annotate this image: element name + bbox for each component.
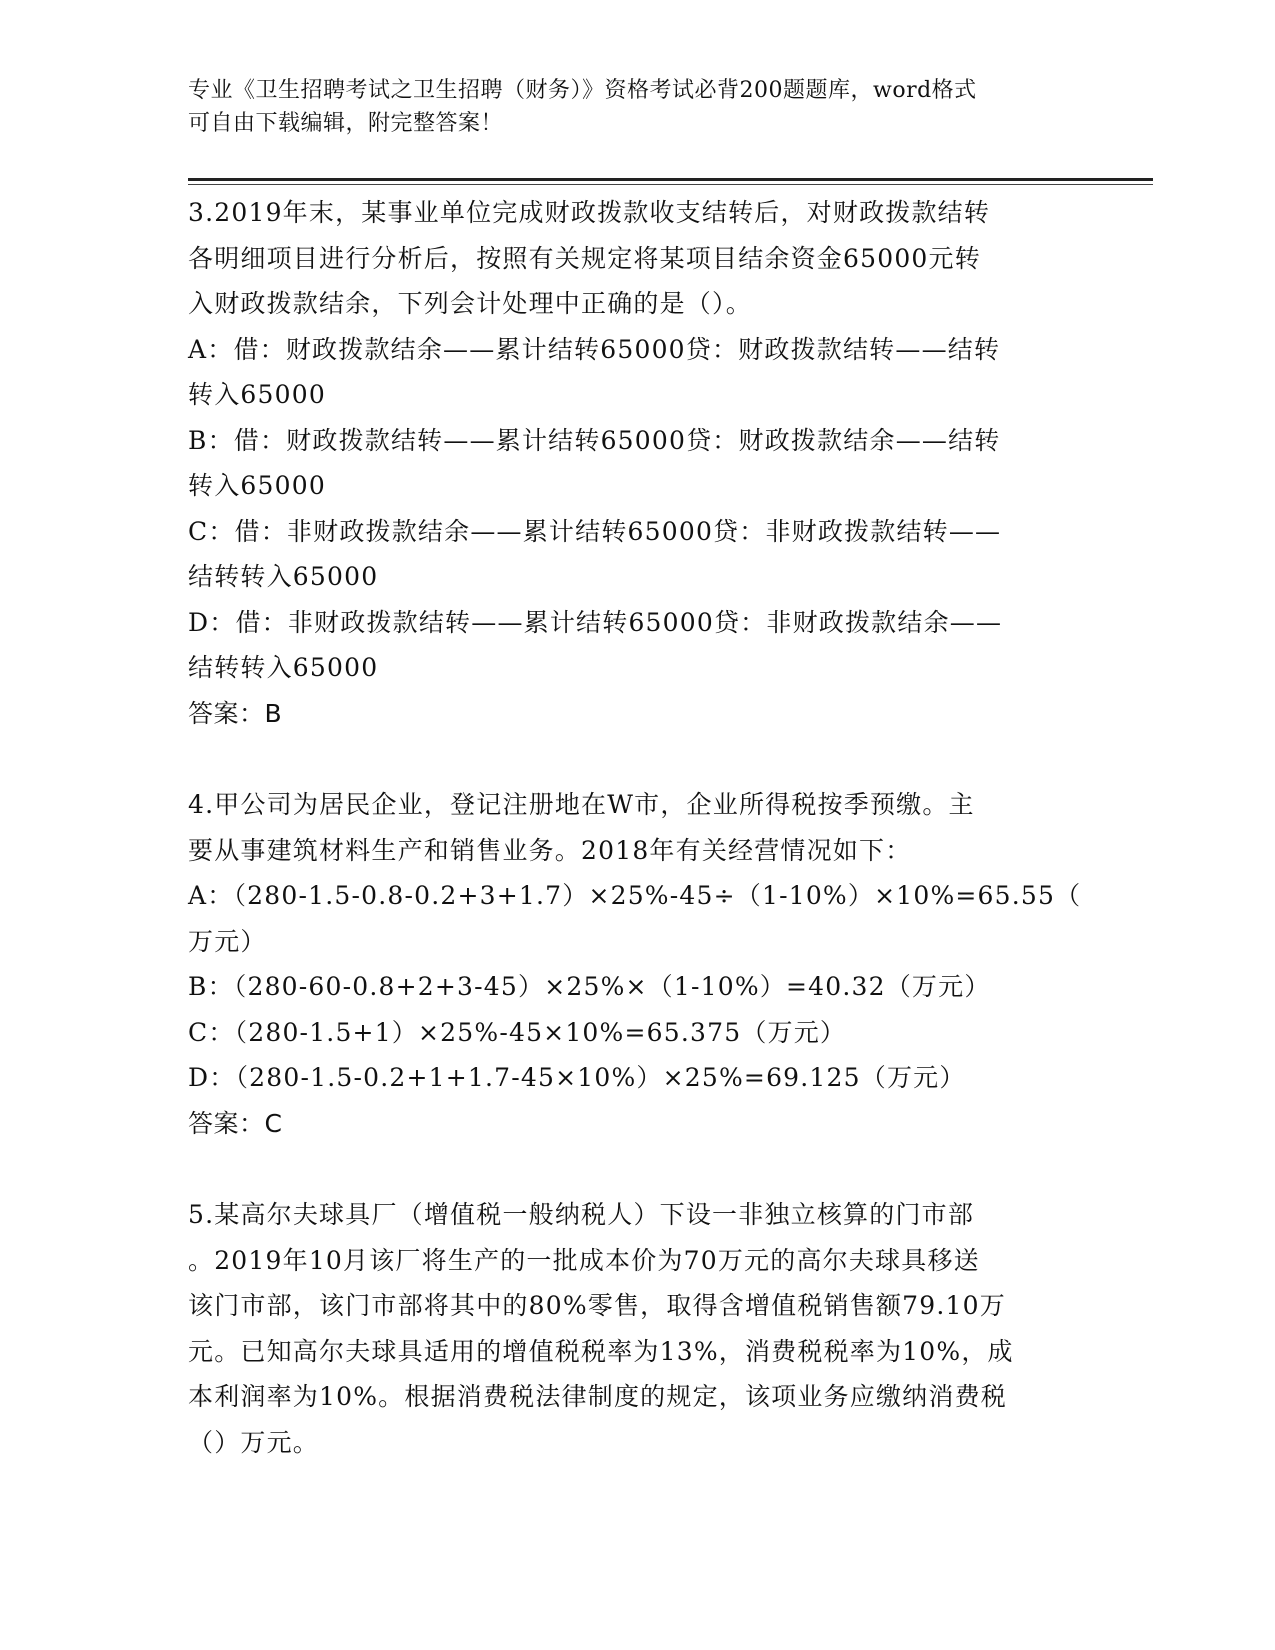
question-stem-line: 要从事建筑材料生产和销售业务。2018年有关经营情况如下： xyxy=(188,835,912,865)
option-b: B：借：财政拨款结转——累计结转65000贷：财政拨款结余——结转 xyxy=(188,425,1001,455)
option-b: B：（280-60-0.8+2+3-45）×25%×（1-10%）=40.32（万元） xyxy=(188,972,991,1001)
header-line: 可自由下载编辑，附完整答案！ xyxy=(188,111,504,136)
question-3 xyxy=(188,190,1088,736)
header-divider xyxy=(188,178,1153,181)
option-c-cont: 结转转入65000 xyxy=(188,562,379,591)
answer-label: 答案：B xyxy=(188,698,283,728)
question-stem-line: 元。已知高尔夫球具适用的增值税税率为13%，消费税税率为10%，成 xyxy=(188,1336,1014,1366)
option-a: A：借：财政拨款结余——累计结转65000贷：财政拨款结转——结转 xyxy=(188,334,1001,364)
header-line: 专业《卫生招聘考试之卫生招聘（财务）》资格考试必背200题题库，word格式 xyxy=(188,78,977,103)
question-stem-line: 5.某高尔夫球具厂（增值税一般纳税人）下设一非独立核算的门市部 xyxy=(188,1200,975,1229)
question-stem-line: 。2019年10月该厂将生产的一批成本价为70万元的高尔夫球具移送 xyxy=(188,1245,980,1275)
option-b-cont: 转入65000 xyxy=(188,471,326,500)
option-d: D：（280-1.5-0.2+1+1.7-45×10%）×25%=69.125（万元） xyxy=(188,1063,966,1092)
option-c: C：（280-1.5+1）×25%-45×10%=65.375（万元） xyxy=(188,1017,847,1047)
question-4 xyxy=(188,782,1088,1146)
spacer xyxy=(188,736,1088,782)
question-stem-line: 3.2019年末，某事业单位完成财政拨款收支结转后，对财政拨款结转 xyxy=(188,198,991,227)
option-c: C：借：非财政拨款结余——累计结转65000贷：非财政拨款结转—— xyxy=(188,516,1002,546)
question-stem-line: 4.甲公司为居民企业，登记注册地在W市，企业所得税按季预缴。主 xyxy=(188,790,975,819)
answer-label: 答案：C xyxy=(188,1108,283,1138)
option-a-cont: 万元） xyxy=(188,926,267,956)
option-d: D：借：非财政拨款结转——累计结转65000贷：非财政拨款结余—— xyxy=(188,607,1003,637)
question-5 xyxy=(188,1192,1088,1465)
question-stem-line: 入财政拨款结余，下列会计处理中正确的是（）。 xyxy=(188,289,752,318)
document-header xyxy=(188,74,1088,140)
option-a-cont: 转入65000 xyxy=(188,380,326,409)
question-stem-line: 该门市部，该门市部将其中的80%零售，取得含增值税销售额79.10万 xyxy=(188,1291,1006,1320)
spacer xyxy=(188,1146,1088,1192)
header-divider-thin xyxy=(188,184,1153,185)
question-stem-line: 各明细项目进行分析后，按照有关规定将某项目结余资金65000元转 xyxy=(188,243,981,273)
question-stem-line: （）万元。 xyxy=(188,1427,320,1457)
question-stem-line: 本利润率为10%。根据消费税法律制度的规定，该项业务应缴纳消费税 xyxy=(188,1382,1007,1411)
option-d-cont: 结转转入65000 xyxy=(188,653,379,682)
question-list xyxy=(188,190,1088,1465)
option-a: A：（280-1.5-0.8-0.2+3+1.7）×25%-45÷（1-10%）×10%=65.55（ xyxy=(188,881,1082,910)
